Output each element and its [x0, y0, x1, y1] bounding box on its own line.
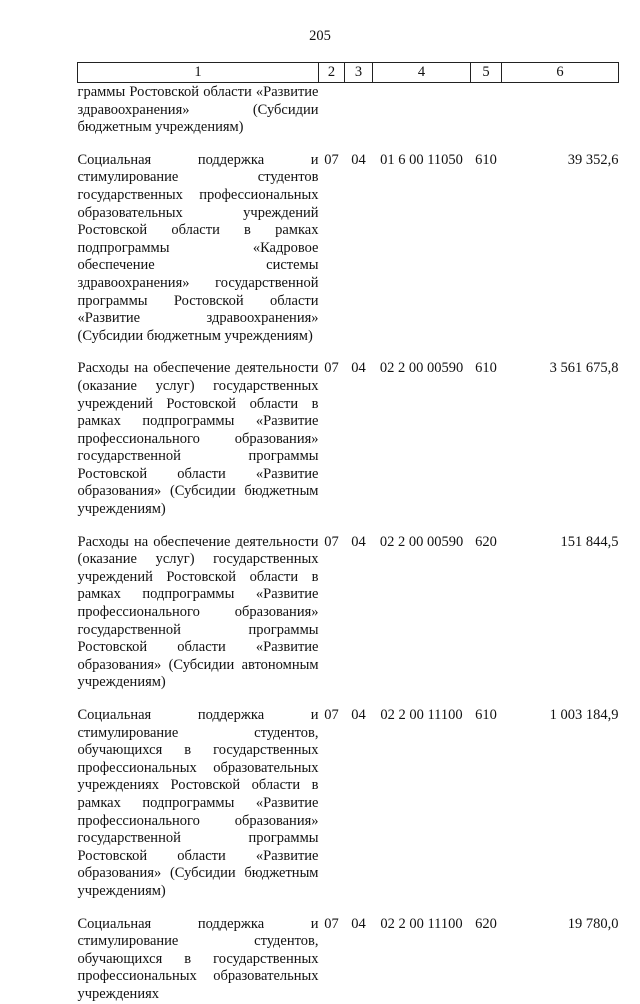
row-target-article: 02 2 00 00590 [379, 360, 464, 377]
row-section: 07 [324, 533, 339, 550]
row-target-article: 01 6 00 11050 [380, 151, 463, 168]
row-description: Расходы на обеспечение деятельности (оказание услуг) государственных учреждений Ростовской области в рамках подпрограммы «Развитие профессионального образования» государственной программы Ростовской области «Развитие образования» (Субсидии бюджетным учреждениям) [77, 360, 319, 518]
row-subsection: 04 [351, 151, 366, 168]
row-expense-type: 610 [475, 707, 497, 723]
row-amount: 39 352,6 [567, 151, 619, 168]
row-amount: 3 561 675,8 [549, 360, 619, 377]
row-section: 07 [324, 915, 339, 932]
row-expense-type: 620 [475, 915, 497, 932]
row-description: Социальная поддержка и стимулирование студентов государственных профессиональных образовательных учреждений Ростовской области в рамках подпрограммы «Кадровое обеспечение системы здравоохранения» государственной программы Ростовской области «Развитие здравоохранения» (Субсидии бюджетным учреждениям) [77, 151, 319, 344]
row-section: 07 [324, 151, 339, 168]
table-row [78, 345, 619, 518]
table-header-row [78, 63, 619, 83]
row-section: 07 [324, 360, 339, 377]
row-subsection: 04 [351, 915, 366, 932]
table-row [78, 83, 619, 137]
header-col-5: 5 [471, 63, 502, 83]
row-subsection: 04 [351, 707, 366, 723]
table-row [78, 692, 619, 901]
budget-table [77, 62, 619, 1004]
row-amount: 19 780,0 [567, 915, 619, 932]
row-target-article: 02 2 00 11100 [380, 915, 463, 932]
row-subsection: 04 [351, 533, 366, 550]
row-expense-type: 610 [475, 360, 497, 377]
row-section: 07 [324, 707, 339, 723]
page-number: 205 [309, 28, 331, 44]
row-amount [502, 83, 619, 137]
header-col-6: 6 [502, 63, 619, 83]
row-amount: 1 003 184,9 [549, 707, 619, 723]
row-subsection: 04 [351, 360, 366, 377]
row-section [319, 83, 345, 137]
header-col-2: 2 [319, 63, 345, 83]
row-target-article: 02 2 00 11100 [380, 707, 463, 723]
row-amount: 151 844,5 [560, 533, 619, 550]
row-description: Расходы на обеспечение деятельности (оказание услуг) государственных учреждений Ростовской области в рамках подпрограммы «Развитие профессионального образования» государственной программы Ростовской области «Развитие образования» (Субсидии автономным учреждениям) [77, 533, 319, 691]
row-description: Социальная поддержка и стимулирование студентов, обучающихся в государственных профессиональных образовательных учреждениях [77, 915, 319, 1002]
table-row [78, 519, 619, 692]
header-col-1: 1 [78, 63, 319, 83]
table-row [78, 901, 619, 1004]
row-description: Социальная поддержка и стимулирование студентов, обучающихся в государственных профессиональных образовательных учреждениях Ростовской области в рамках подпрограммы «Развитие профессионального образования» государственной программы Ростовской области «Развитие образования» (Субсидии бюджетным учреждениям) [77, 707, 319, 899]
row-description: граммы Ростовской области «Развитие здравоохранения» (Субсидии бюджетным учреждениям) [77, 84, 319, 136]
header-col-4: 4 [373, 63, 471, 83]
header-col-3: 3 [345, 63, 373, 83]
row-target-article: 02 2 00 00590 [379, 533, 464, 550]
row-expense-type: 620 [475, 533, 497, 550]
row-expense-type [471, 83, 502, 137]
row-expense-type: 610 [475, 151, 497, 168]
table-row [78, 137, 619, 346]
row-subsection [345, 83, 373, 137]
row-target-article [373, 83, 471, 137]
